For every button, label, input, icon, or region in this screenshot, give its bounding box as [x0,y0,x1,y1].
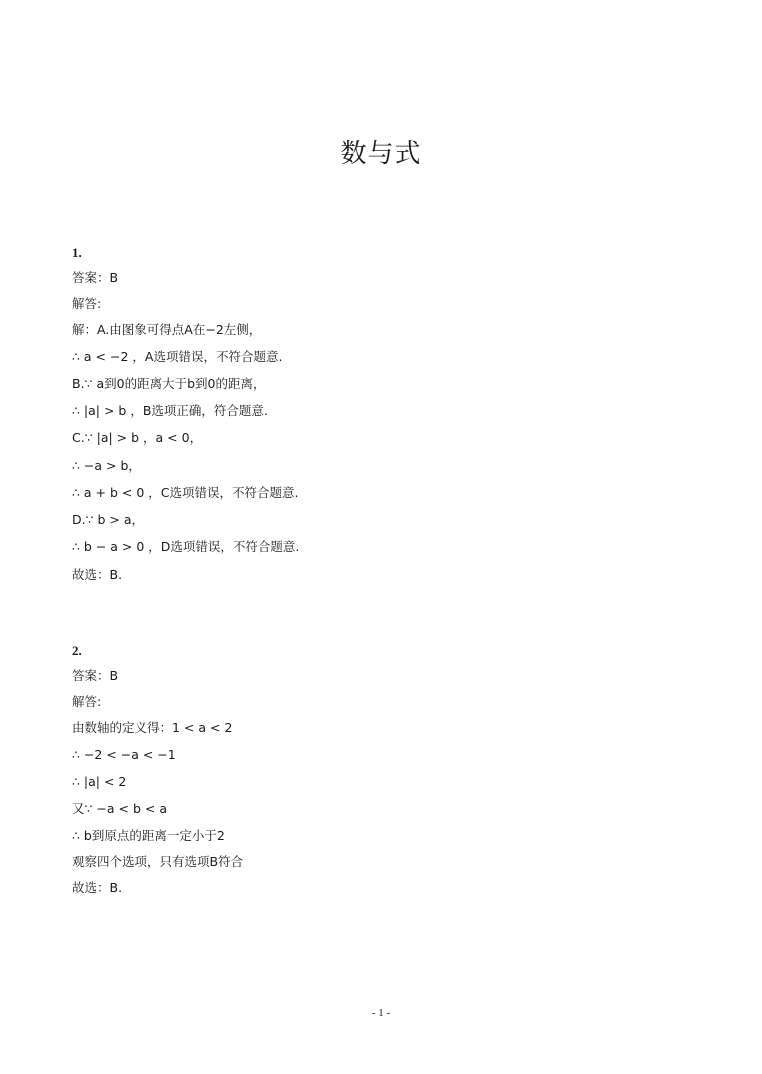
question-1-line-2: ∴ a < −2 ，A选项错误，不符合题意. [72,349,283,364]
question-2-number: 2. [72,643,82,658]
question-1-answer: 答案：B [72,270,119,285]
question-2-answer: 答案：B [72,668,119,683]
question-2-line-6: 观察四个选项，只有选项B符合 [72,854,244,869]
question-1-line-10: 故选：B. [72,567,123,582]
question-1-line-1: 解：A.由图象可得点A在−2左侧， [72,322,262,337]
question-1-line-9: ∴ b − a > 0 ，D选项错误，不符合题意. [72,539,300,554]
question-2-line-2: ∴ −2 < −a < −1 [72,747,176,762]
question-2-solution-heading: 解答: [72,694,102,709]
page-number: - 1 - [371,1007,391,1019]
question-2-line-4: 又∵ −a < b < a [72,801,167,816]
question-2-line-1: 由数轴的定义得：1 < a < 2 [72,720,233,735]
question-1-solution-heading: 解答: [72,296,102,311]
question-1-line-8: D.∵ b > a， [72,512,145,527]
page-title: 数与式 [340,139,422,169]
question-1-line-3: B.∵ a到0的距离大于b到0的距离， [72,376,266,391]
question-2-line-5: ∴ b到原点的距离一定小于2 [72,828,225,843]
question-1-line-4: ∴ |a| > b ，B选项正确，符合题意. [72,403,268,418]
question-1-line-7: ∴ a + b < 0 ，C选项错误，不符合题意. [72,485,299,500]
question-2-line-3: ∴ |a| < 2 [72,774,127,789]
question-1-number: 1. [72,245,82,260]
question-2-line-7: 故选：B. [72,880,123,895]
question-1-line-5: C.∵ |a| > b ，a < 0， [72,430,203,445]
question-1-line-6: ∴ −a > b， [72,458,141,473]
